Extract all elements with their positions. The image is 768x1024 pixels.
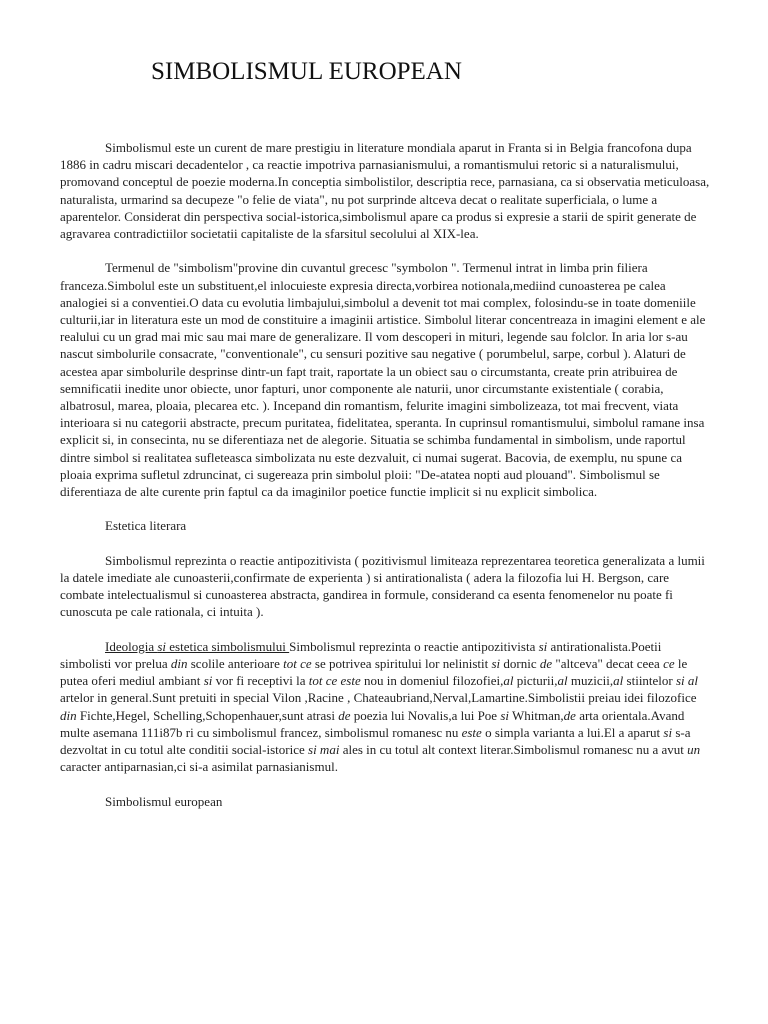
- text-span: s-a dezvoltat in cu totul alte conditii social-istorice: [60, 724, 691, 758]
- paragraph-termenul: Termenul de "simbolism"provine din cuvantul grecesc "symbolon ". Termenul intrat in limba prin filiera franceza.Simbolul este un substituent,el inlocuieste expresia directa,vorbirea notionala,mediind cunoasterea pe calea analogiei si a conventiei.O data cu evolutia limbajului,simbolul a devenit tot mai complex, folosindu-se in toate domeniile culturii,iar in literatura este un mod de constituire a imaginii artistice. Simbolul literar concentreaza in imagini element e ale realului cu un grad mai mic sau mai mare de generalizare. Il vom descoperi in mituri, legende sau folclor. In aria lor s-au nascut simbolurile consacrate, "conventionale", cu sensuri pozitive sau negative ( porumbelul, sarpe, corbul ). Alaturi de acestea apar simbolurile desprinse dintr-un fapt trait, raportate la un obiect sau o circumstanta, create prin atribuirea de semnificatii inedite unor obiecte, unor fapturi, unor componente ale naturii, unor circumstante existentiale ( corabia, albatrosul, marea, ploaia, plecarea etc. ). Incepand din romantism, felurite imagini simbolizeaza, tot mai frecvent, viata interioara si nu categorii abstracte, precum puritatea, fidelitatea, speranta. In cuprinsul romantismului, simbolul ramane insa explicit si, in consecinta, nu se diferentiaza net de alegorie. Situatia se schimba fundamental in simbolism, unde raportul dintre simbol si realitatea sufleteasca simbolizata nu este dezvaluit, ci numai sugerat. Bacovia, de exemplu, nu spune ca ploaia exprima sufletul zdruncinat, ci sugereaza prin simbolul ploii: "De-atatea nopti aud plouand". Simbolismul se diferentiaza de alte curente prin faptul ca da imaginilor poetice functie implicit si nu explicit simbolica.: [60, 260, 706, 500]
- text-span: muzicii,: [567, 673, 614, 689]
- text-span: Fichte,Hegel, Schelling,Schopenhauer,sunt atrasi: [76, 707, 339, 723]
- ideologia-heading-link: [105, 639, 289, 654]
- text-span-italic: un: [687, 742, 701, 758]
- text-span-italic: tot ce este: [308, 673, 361, 689]
- text-span: arta orientala.Avand multe asemana 111i87b ri cu simbolismul francez, simbolismul romanesc nu: [60, 707, 685, 740]
- text-span-italic: si al: [676, 673, 699, 689]
- text-span-italic: si: [500, 707, 510, 723]
- text-span: estetica simbolismului: [166, 638, 290, 654]
- text-span-italic: al: [613, 673, 624, 689]
- text-span: Ideologia: [105, 638, 158, 654]
- page-title: SIMBOLISMUL EUROPEAN: [151, 58, 462, 85]
- section-heading-simbolismul-european: Simbolismul european: [105, 793, 223, 809]
- text-span: caracter antiparnasian,ci si-a asimilat parnasianismul.: [60, 759, 338, 775]
- text-span-italic: ce: [663, 656, 675, 672]
- text-span-italic: din: [60, 707, 77, 723]
- text-span-italic: si: [663, 724, 673, 740]
- text-span-italic: de: [563, 707, 576, 723]
- paragraph-estetica: Simbolismul reprezinta o reactie antipozitivista ( pozitivismul limiteaza reprezentarea teoretica generalizata a lumii la datele imediate ale cunoasterii,confirmate de experienta ) si antirationalista ( adera la filozofia lui H. Bergson, care combate intelectualismul si cunoasterea abstracta, gandirea in formule, considerand ca esenta fenomenelor nu poate fi cunoscuta pe cale rationala, ci intuita ).: [60, 552, 705, 620]
- text-span-italic: si mai: [308, 742, 340, 758]
- text-span: vor fi receptivi la: [212, 673, 309, 689]
- text-span: picturii,: [513, 673, 558, 689]
- section-heading-estetica-literara: Estetica literara: [105, 518, 187, 534]
- text-span: artelor in general.Sunt pretuiti in special Vilon ,Racine , Chateaubriand,Nerval,Lamartine.Simbolistii preiau idei filozofice: [60, 690, 697, 706]
- text-span: stiintelor: [623, 673, 676, 689]
- text-span: Whitman,: [509, 707, 564, 723]
- text-span-italic: si: [203, 673, 213, 689]
- paragraph-ideologia: [60, 638, 710, 776]
- text-span: Simbolismul reprezinta o reactie antipozitivista: [289, 638, 539, 654]
- text-span-italic: si: [491, 656, 501, 672]
- text-span-italic: al: [503, 673, 514, 689]
- text-span-italic: si: [538, 638, 548, 654]
- document-body: [60, 139, 710, 827]
- paragraph-intro: Simbolismul este un curent de mare prestigiu in literature mondiala aparut in Franta si in Belgia francofona dupa 1886 in cadru miscari decadentelor , ca reactie impotriva parnasianismului, a romantismului retoric si a naturalismului, promovand conceptul de poezie moderna.In conceptia simbolistilor, descriptia rece, parnasiana, ca si observatia meticuloasa, naturalista, urmarind sa decupeze "o felie de viata", nu pot surprinde altceva decat o realitate superficiala, o lume a aparentelor. Considerat din perspectiva social-istorica,simbolismul apare ca produs si expresie a starii de spirit generate de agravarea contradictiilor societatii capitaliste de la sfarsitul secolului al XIX-lea.: [60, 140, 710, 242]
- text-span-italic: este: [461, 724, 482, 740]
- text-span: scolile anterioare: [187, 656, 284, 672]
- text-span: dornic: [500, 656, 540, 672]
- text-span: antirationalista.Poetii simbolisti vor prelua: [60, 638, 662, 672]
- text-span: poezia lui Novalis,a lui Poe: [350, 707, 501, 723]
- text-span: se potrivea spiritului lor nelinistit: [311, 656, 492, 672]
- text-span-italic: si: [157, 638, 167, 654]
- text-span: "altceva" decat ceea: [552, 656, 664, 672]
- text-span-italic: tot ce: [283, 656, 312, 672]
- text-span: nou in domeniul filozofiei,: [360, 673, 504, 689]
- text-span: ales in cu totul alt context literar.Simbolismul romanesc nu a avut: [339, 742, 688, 758]
- text-span-italic: de: [539, 656, 553, 672]
- text-span: o simpla varianta a lui.El a aparut: [481, 724, 664, 740]
- text-span: le putea oferi mediul ambiant: [60, 656, 688, 689]
- text-span-italic: din: [170, 656, 188, 672]
- text-span-italic: de: [338, 707, 351, 723]
- text-span-italic: al: [557, 673, 568, 689]
